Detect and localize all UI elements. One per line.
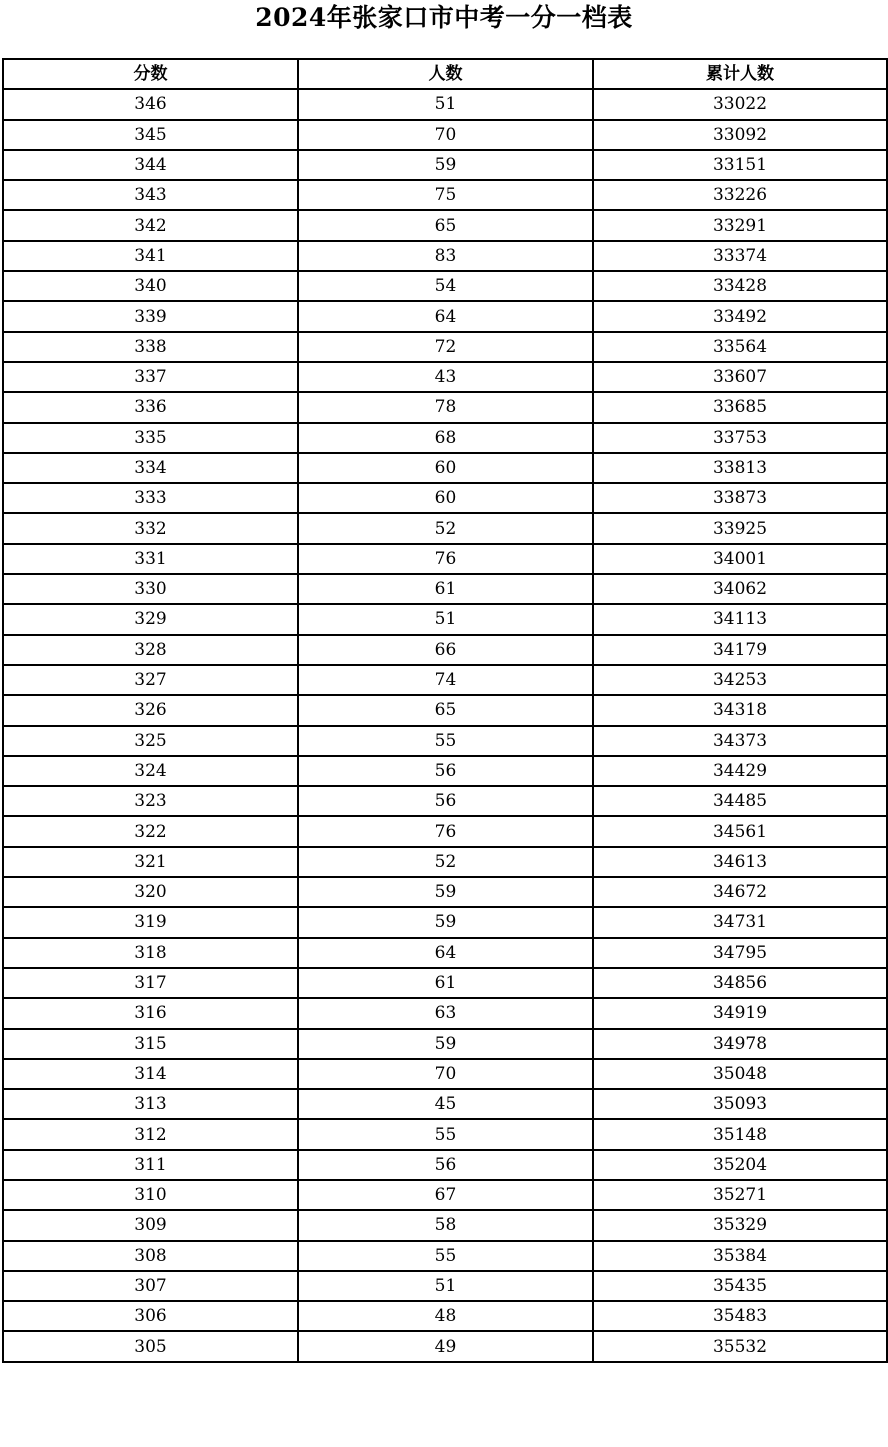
- cell-count: 61: [298, 968, 593, 998]
- cell-cumulative: 35384: [593, 1241, 887, 1271]
- table-row: [3, 423, 887, 453]
- cell-cumulative: 34919: [593, 998, 887, 1028]
- cell-cumulative: 33753: [593, 423, 887, 453]
- cell-score: 314: [3, 1059, 298, 1089]
- cell-cumulative: 34253: [593, 665, 887, 695]
- cell-score: 306: [3, 1301, 298, 1331]
- cell-cumulative: 33092: [593, 120, 887, 150]
- table-row: [3, 483, 887, 513]
- table-row: [3, 1089, 887, 1119]
- cell-count: 51: [298, 604, 593, 634]
- cell-cumulative: 34978: [593, 1029, 887, 1059]
- cell-score: 331: [3, 544, 298, 574]
- cell-count: 59: [298, 907, 593, 937]
- cell-score: 339: [3, 301, 298, 331]
- table-row: [3, 695, 887, 725]
- cell-cumulative: 34485: [593, 786, 887, 816]
- cell-cumulative: 35435: [593, 1271, 887, 1301]
- table-row: [3, 180, 887, 210]
- cell-count: 67: [298, 1180, 593, 1210]
- cell-count: 45: [298, 1089, 593, 1119]
- table-row: [3, 241, 887, 271]
- cell-cumulative: 34731: [593, 907, 887, 937]
- cell-count: 59: [298, 150, 593, 180]
- table-row: [3, 756, 887, 786]
- cell-cumulative: 33873: [593, 483, 887, 513]
- table-row: [3, 816, 887, 846]
- cell-cumulative: 35204: [593, 1150, 887, 1180]
- table-row: [3, 1331, 887, 1361]
- cell-cumulative: 35483: [593, 1301, 887, 1331]
- cell-score: 329: [3, 604, 298, 634]
- table-row: [3, 1119, 887, 1149]
- cell-cumulative: 33291: [593, 210, 887, 240]
- cell-count: 55: [298, 1119, 593, 1149]
- cell-count: 56: [298, 786, 593, 816]
- cell-count: 75: [298, 180, 593, 210]
- cell-cumulative: 33813: [593, 453, 887, 483]
- table-row: [3, 786, 887, 816]
- cell-score: 321: [3, 847, 298, 877]
- cell-cumulative: 34856: [593, 968, 887, 998]
- table-row: [3, 544, 887, 574]
- cell-count: 55: [298, 1241, 593, 1271]
- cell-count: 61: [298, 574, 593, 604]
- cell-cumulative: 35329: [593, 1210, 887, 1240]
- cell-cumulative: 33492: [593, 301, 887, 331]
- cell-cumulative: 33925: [593, 513, 887, 543]
- cell-count: 70: [298, 1059, 593, 1089]
- table-row: [3, 120, 887, 150]
- cell-cumulative: 35093: [593, 1089, 887, 1119]
- header-count: 人数: [298, 59, 593, 89]
- cell-count: 64: [298, 938, 593, 968]
- cell-count: 49: [298, 1331, 593, 1361]
- cell-score: 322: [3, 816, 298, 846]
- cell-count: 55: [298, 726, 593, 756]
- cell-score: 336: [3, 392, 298, 422]
- table-row: [3, 513, 887, 543]
- cell-score: 318: [3, 938, 298, 968]
- cell-cumulative: 34179: [593, 635, 887, 665]
- cell-count: 72: [298, 332, 593, 362]
- cell-cumulative: 33022: [593, 89, 887, 119]
- table-row: [3, 1271, 887, 1301]
- table-row: [3, 938, 887, 968]
- cell-score: 313: [3, 1089, 298, 1119]
- cell-count: 56: [298, 1150, 593, 1180]
- cell-score: 308: [3, 1241, 298, 1271]
- cell-count: 48: [298, 1301, 593, 1331]
- cell-score: 332: [3, 513, 298, 543]
- cell-count: 65: [298, 695, 593, 725]
- cell-score: 327: [3, 665, 298, 695]
- cell-score: 334: [3, 453, 298, 483]
- cell-count: 60: [298, 483, 593, 513]
- cell-count: 58: [298, 1210, 593, 1240]
- table-row: [3, 89, 887, 119]
- cell-count: 52: [298, 847, 593, 877]
- table-row: [3, 392, 887, 422]
- table-row: [3, 968, 887, 998]
- table-row: [3, 332, 887, 362]
- cell-score: 345: [3, 120, 298, 150]
- cell-score: 337: [3, 362, 298, 392]
- table-row: [3, 907, 887, 937]
- header-cumulative: 累计人数: [593, 59, 887, 89]
- table-row: [3, 1150, 887, 1180]
- header-score: 分数: [3, 59, 298, 89]
- cell-cumulative: 33685: [593, 392, 887, 422]
- table-row: [3, 635, 887, 665]
- cell-cumulative: 34429: [593, 756, 887, 786]
- table-row: [3, 726, 887, 756]
- cell-score: 328: [3, 635, 298, 665]
- cell-count: 51: [298, 1271, 593, 1301]
- cell-count: 64: [298, 301, 593, 331]
- cell-count: 51: [298, 89, 593, 119]
- cell-score: 342: [3, 210, 298, 240]
- cell-cumulative: 34672: [593, 877, 887, 907]
- cell-cumulative: 34318: [593, 695, 887, 725]
- table-row: [3, 362, 887, 392]
- table-row: [3, 1029, 887, 1059]
- table-row: [3, 665, 887, 695]
- cell-cumulative: 33226: [593, 180, 887, 210]
- cell-score: 317: [3, 968, 298, 998]
- cell-count: 76: [298, 816, 593, 846]
- cell-count: 65: [298, 210, 593, 240]
- cell-cumulative: 33607: [593, 362, 887, 392]
- cell-count: 59: [298, 1029, 593, 1059]
- cell-cumulative: 33374: [593, 241, 887, 271]
- cell-cumulative: 34001: [593, 544, 887, 574]
- cell-score: 309: [3, 1210, 298, 1240]
- page-title: 2024年张家口市中考一分一档表: [255, 3, 633, 32]
- table-body: [3, 89, 887, 1361]
- cell-count: 63: [298, 998, 593, 1028]
- table-row: [3, 301, 887, 331]
- cell-score: 325: [3, 726, 298, 756]
- cell-cumulative: 34795: [593, 938, 887, 968]
- cell-count: 68: [298, 423, 593, 453]
- cell-cumulative: 35532: [593, 1331, 887, 1361]
- cell-score: 312: [3, 1119, 298, 1149]
- cell-cumulative: 35271: [593, 1180, 887, 1210]
- cell-count: 70: [298, 120, 593, 150]
- cell-cumulative: 33428: [593, 271, 887, 301]
- table-row: [3, 1059, 887, 1089]
- cell-score: 323: [3, 786, 298, 816]
- cell-score: 311: [3, 1150, 298, 1180]
- cell-count: 56: [298, 756, 593, 786]
- cell-score: 326: [3, 695, 298, 725]
- cell-score: 333: [3, 483, 298, 513]
- cell-count: 66: [298, 635, 593, 665]
- cell-score: 316: [3, 998, 298, 1028]
- table-row: [3, 1241, 887, 1271]
- cell-score: 335: [3, 423, 298, 453]
- table-row: [3, 1301, 887, 1331]
- cell-count: 52: [298, 513, 593, 543]
- table-row: [3, 998, 887, 1028]
- cell-count: 83: [298, 241, 593, 271]
- cell-cumulative: 34062: [593, 574, 887, 604]
- cell-score: 320: [3, 877, 298, 907]
- cell-score: 343: [3, 180, 298, 210]
- table-header-row: [3, 59, 887, 89]
- cell-count: 76: [298, 544, 593, 574]
- cell-score: 338: [3, 332, 298, 362]
- table-row: [3, 453, 887, 483]
- table-row: [3, 1180, 887, 1210]
- cell-count: 43: [298, 362, 593, 392]
- cell-score: 330: [3, 574, 298, 604]
- cell-cumulative: 35048: [593, 1059, 887, 1089]
- cell-score: 319: [3, 907, 298, 937]
- cell-cumulative: 34113: [593, 604, 887, 634]
- table-row: [3, 574, 887, 604]
- cell-score: 310: [3, 1180, 298, 1210]
- cell-cumulative: 34561: [593, 816, 887, 846]
- cell-score: 344: [3, 150, 298, 180]
- cell-score: 305: [3, 1331, 298, 1361]
- cell-count: 78: [298, 392, 593, 422]
- cell-cumulative: 35148: [593, 1119, 887, 1149]
- cell-count: 59: [298, 877, 593, 907]
- table-row: [3, 210, 887, 240]
- cell-cumulative: 33564: [593, 332, 887, 362]
- cell-count: 74: [298, 665, 593, 695]
- cell-cumulative: 34373: [593, 726, 887, 756]
- cell-cumulative: 34613: [593, 847, 887, 877]
- cell-count: 54: [298, 271, 593, 301]
- cell-score: 315: [3, 1029, 298, 1059]
- score-distribution-table: [2, 58, 888, 1363]
- cell-score: 346: [3, 89, 298, 119]
- table-row: [3, 150, 887, 180]
- cell-score: 324: [3, 756, 298, 786]
- table-row: [3, 1210, 887, 1240]
- table-row: [3, 271, 887, 301]
- cell-score: 340: [3, 271, 298, 301]
- table-row: [3, 604, 887, 634]
- table-row: [3, 877, 887, 907]
- cell-count: 60: [298, 453, 593, 483]
- table-row: [3, 847, 887, 877]
- cell-score: 307: [3, 1271, 298, 1301]
- cell-cumulative: 33151: [593, 150, 887, 180]
- cell-score: 341: [3, 241, 298, 271]
